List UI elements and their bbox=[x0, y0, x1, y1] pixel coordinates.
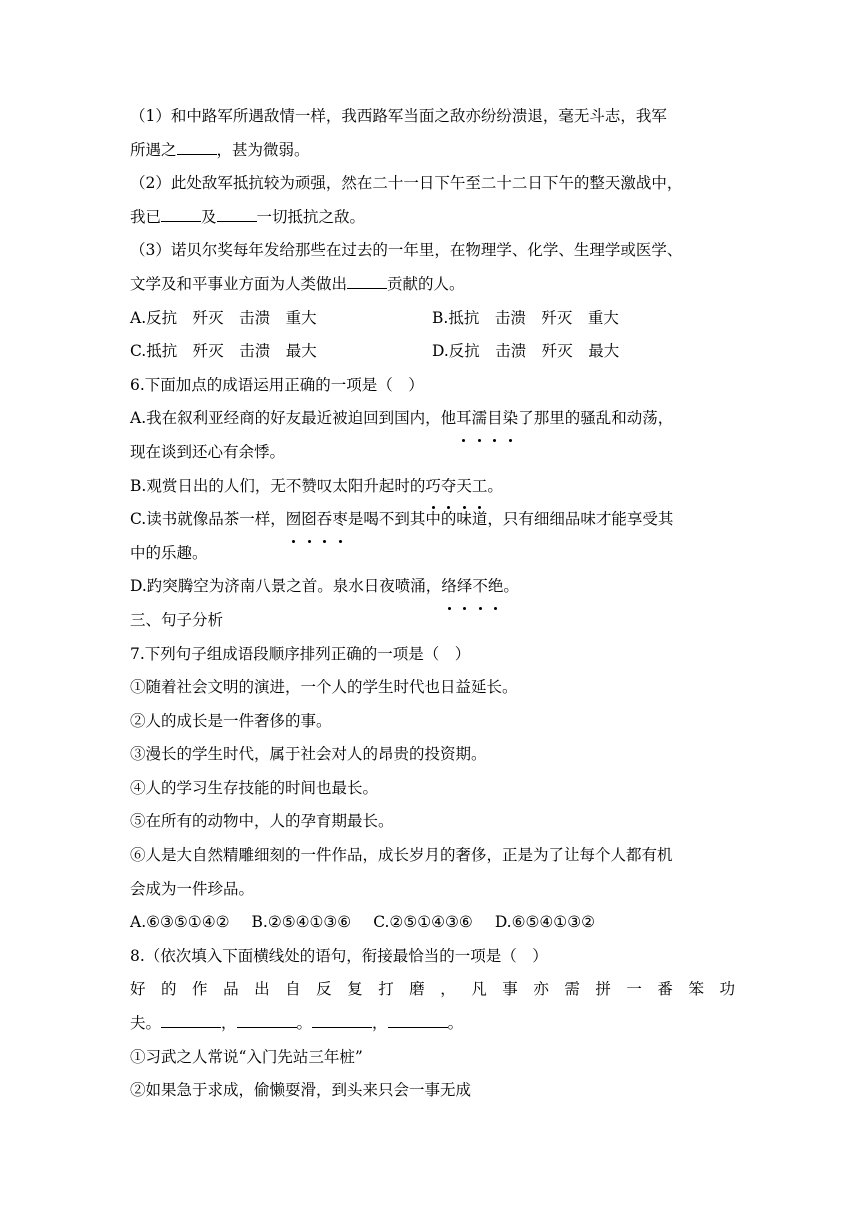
document-page bbox=[130, 100, 735, 1108]
answer-blank bbox=[312, 1011, 372, 1028]
answer-blank bbox=[237, 1011, 297, 1028]
q5-sentence-1-line-1: （1）和中路军所遇敌情一样，我西路军当面之敌亦纷纷溃退，毫无斗志，我军 bbox=[130, 107, 667, 125]
q5-option-d: D.反抗 击溃 歼灭 最大 bbox=[432, 342, 620, 361]
answer-blank bbox=[177, 137, 217, 154]
q7-options bbox=[130, 906, 735, 940]
answer-blank bbox=[388, 1011, 448, 1028]
q5-options-row-1 bbox=[130, 302, 735, 336]
dotted-idiom-c: 囫囵吞枣 bbox=[286, 510, 348, 528]
dotted-idiom-b: 巧夺天工 bbox=[425, 477, 487, 495]
q6-option-c-line-1: C.读书就像品茶一样，囫囵吞枣是喝不到其中的味道，只有细细品味才能享受其 bbox=[130, 503, 735, 537]
q7-item: ④人的学习生存技能的时间也最长。 bbox=[130, 778, 379, 797]
q8-item: ①习武之人常说“入门先站三年桩” bbox=[130, 1047, 363, 1066]
q5-sentence-2-line-2: 我已 及 一切抵抗之敌。 bbox=[130, 201, 735, 235]
q8-item: ②如果急于求成，偷懒耍滑，到头来只会一事无成 bbox=[130, 1081, 472, 1100]
q7-stem: 7.下列句子组成语段顺序排列正确的一项是（ ） bbox=[130, 644, 471, 663]
q8-passage-line-2: 夫。 ， 。 ， 。 bbox=[130, 1007, 735, 1041]
q5-options-row-2 bbox=[130, 335, 735, 369]
q6-option-d: D.趵突腾空为济南八景之首。泉水日夜喷涌，络绎不绝。 bbox=[130, 570, 735, 604]
dotted-idiom-d: 络绎不绝 bbox=[441, 577, 503, 595]
q6-stem: 6.下面加点的成语运用正确的一项是（ ） bbox=[130, 375, 424, 394]
answer-blank bbox=[161, 1011, 221, 1028]
answer-blank bbox=[161, 205, 201, 222]
answer-blank bbox=[217, 205, 257, 222]
q7-option-c: C.②⑤①④③⑥ bbox=[373, 913, 473, 932]
q6-option-b: B.观赏日出的人们，无不赞叹太阳升起时的巧夺天工。 bbox=[130, 470, 735, 504]
q7-option-a: A.⑥③⑤①④② bbox=[130, 913, 230, 932]
q6-option-c-line-2: 中的乐趣。 bbox=[130, 543, 208, 562]
q8-stem: 8.（依次填入下面横线处的语句，衔接最恰当的一项是（ ） bbox=[130, 946, 548, 965]
q6-option-a-line-1: A.我在叙利亚经商的好友最近被迫回到国内，他耳濡目染了那里的骚乱和动荡， bbox=[130, 402, 735, 436]
dotted-idiom-a: 耳濡目染 bbox=[456, 409, 518, 427]
q5-option-b: B.抵抗 击溃 歼灭 重大 bbox=[432, 308, 619, 327]
q5-sentence-2-line-1: （2）此处敌军抵抗较为顽强，然在二十一日下午至二十二日下午的整天激战中， bbox=[130, 174, 683, 193]
q7-item: ①随着社会文明的演进，一个人的学生时代也日益延长。 bbox=[130, 678, 518, 697]
q7-item: ②人的成长是一件奢侈的事。 bbox=[130, 711, 332, 730]
section-title: 三、句子分析 bbox=[130, 610, 224, 629]
q7-option-b: B.②⑤④①③⑥ bbox=[251, 913, 352, 932]
answer-blank bbox=[347, 272, 387, 289]
q7-item-6-line-1: ⑥人是大自然精雕细刻的一件作品，成长岁月的奢侈，正是为了让每个人都有机 bbox=[130, 846, 673, 865]
q6-option-a-line-2: 现在谈到还心有余悸。 bbox=[130, 442, 286, 461]
q5-sentence-3-line-2: 文学及和平事业方面为人类做出 贡献的人。 bbox=[130, 268, 735, 302]
q7-option-d: D.⑥⑤④①③② bbox=[494, 913, 595, 932]
q5-sentence-1-line-2: 所遇之 ，甚为微弱。 bbox=[130, 134, 735, 168]
q7-item: ⑤在所有的动物中，人的孕育期最长。 bbox=[130, 812, 394, 831]
q7-item: ③漫长的学生时代，属于社会对人的昂贵的投资期。 bbox=[130, 745, 487, 764]
q7-item-6-line-2: 会成为一件珍品。 bbox=[130, 879, 255, 898]
q5-option-a: A.反抗 歼灭 击溃 重大 bbox=[130, 308, 317, 327]
q8-passage-line-1: 好的作品出自反复打磨，凡事亦需拼一番笨功 bbox=[130, 980, 735, 999]
q5-sentence-3-line-1: （3）诺贝尔奖每年发给那些在过去的一年里，在物理学、化学、生理学或医学、 bbox=[130, 241, 683, 260]
q5-option-c: C.抵抗 歼灭 击溃 最大 bbox=[130, 342, 317, 361]
